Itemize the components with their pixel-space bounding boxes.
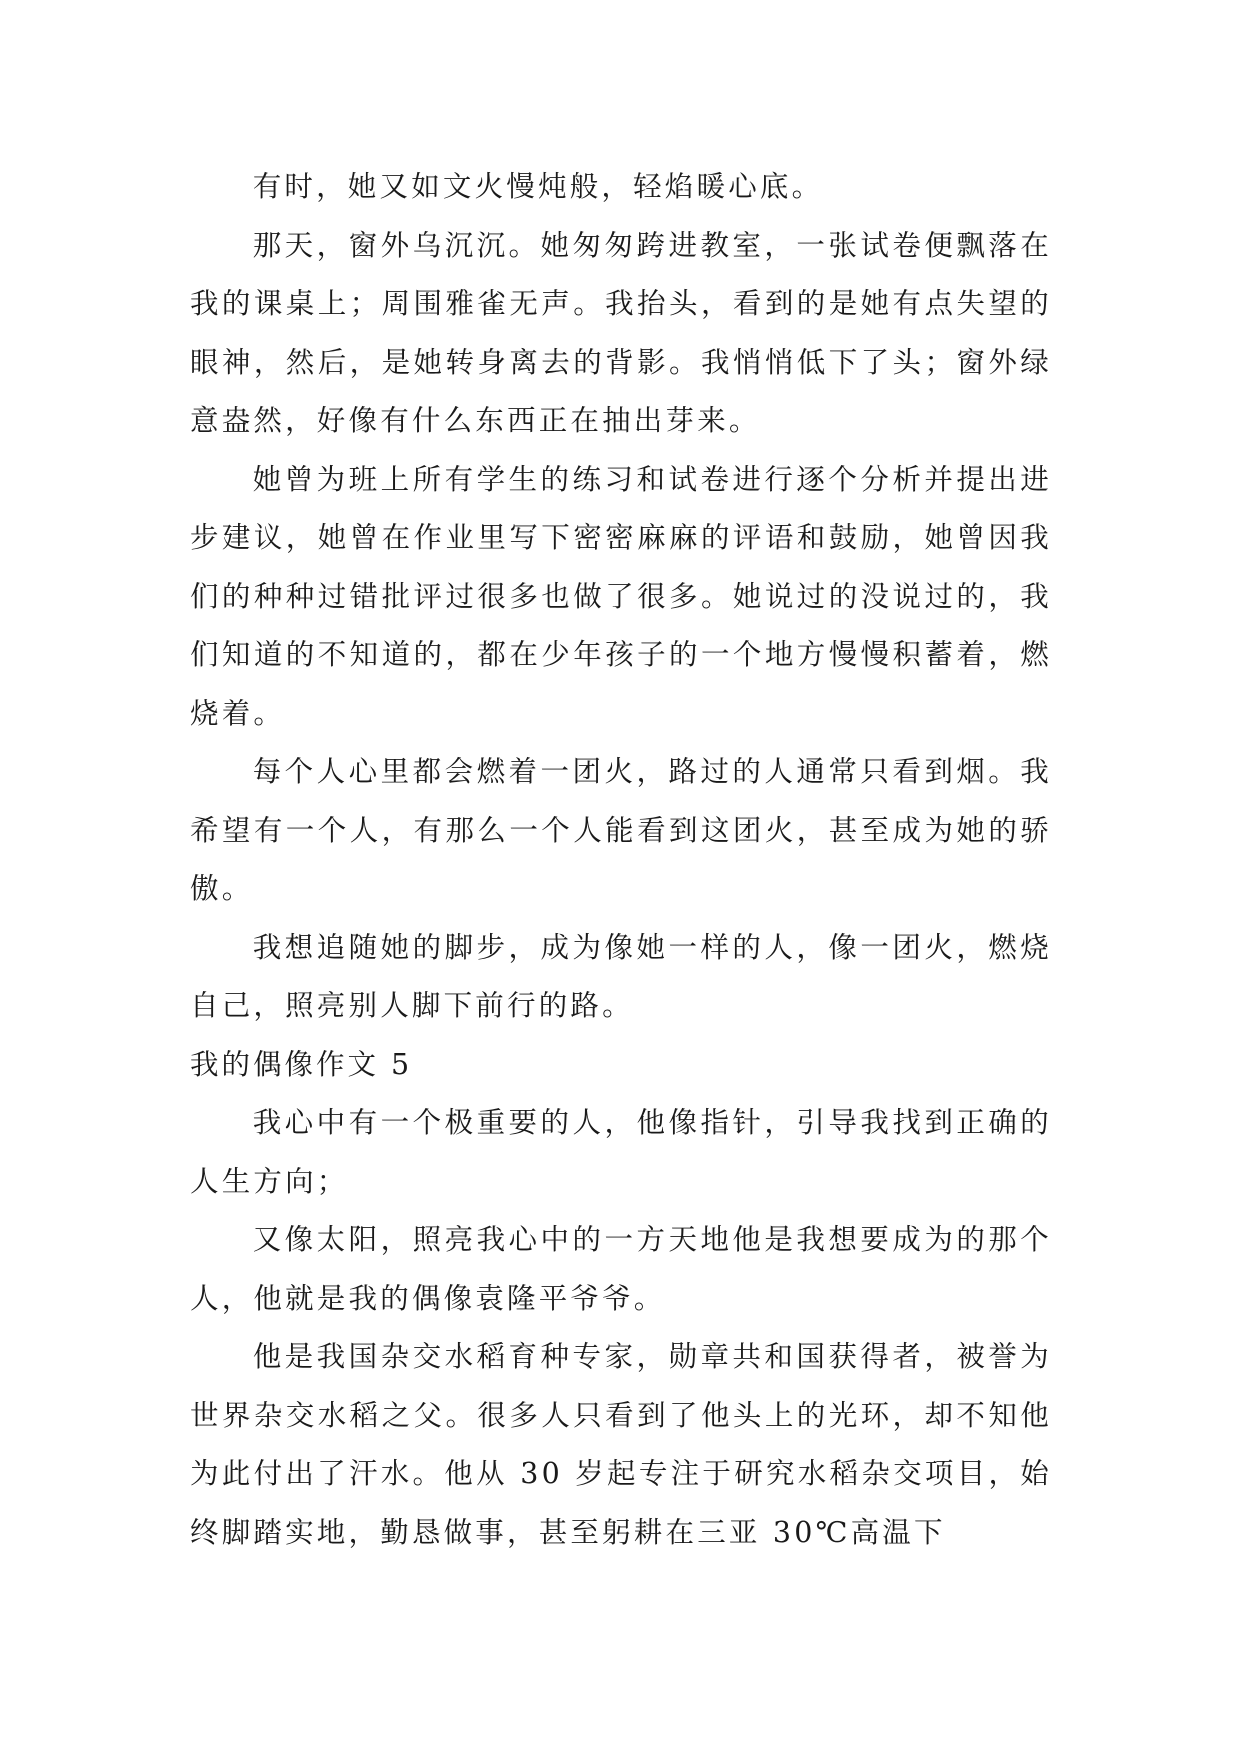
document-body <box>190 158 1052 1562</box>
paragraph: 我想追随她的脚步，成为像她一样的人，像一团火，燃烧自己，照亮别人脚下前行的路。 <box>190 930 1052 1022</box>
paragraph: 有时，她又如文火慢炖般，轻焰暖心底。 <box>252 170 824 203</box>
paragraph: 他是我国杂交水稻育种专家，勋章共和国获得者，被誉为世界杂交水稻之父。很多人只看到了他头上的光环，却不知他为此付出了汗水。他从 30 岁起专注于研究水稻杂交项目，始终脚踏实地，勤恳做事，甚至躬耕在三亚 30℃高温下 <box>190 1340 1052 1549</box>
paragraph: 我心中有一个极重要的人，他像指针，引导我找到正确的人生方向； <box>190 1106 1052 1198</box>
section-heading: 我的偶像作文 5 <box>190 1047 413 1081</box>
paragraph: 她曾为班上所有学生的练习和试卷进行逐个分析并提出进步建议，她曾在作业里写下密密麻麻的评语和鼓励，她曾因我们的种种过错批评过很多也做了很多。她说过的没说过的，我们知道的不知道的，都在少年孩子的一个地方慢慢积蓄着，燃烧着。 <box>190 462 1052 730</box>
paragraph: 又像太阳，照亮我心中的一方天地他是我想要成为的那个人，他就是我的偶像袁隆平爷爷。 <box>190 1223 1052 1315</box>
paragraph: 那天，窗外乌沉沉。她匆匆跨进教室，一张试卷便飘落在我的课桌上；周围雅雀无声。我抬头，看到的是她有点失望的眼神，然后，是她转身离去的背影。我悄悄低下了头；窗外绿意盎然，好像有什么东西正在抽出芽来。 <box>190 228 1052 437</box>
paragraph: 每个人心里都会燃着一团火，路过的人通常只看到烟。我希望有一个人，有那么一个人能看到这团火，甚至成为她的骄傲。 <box>190 755 1052 905</box>
